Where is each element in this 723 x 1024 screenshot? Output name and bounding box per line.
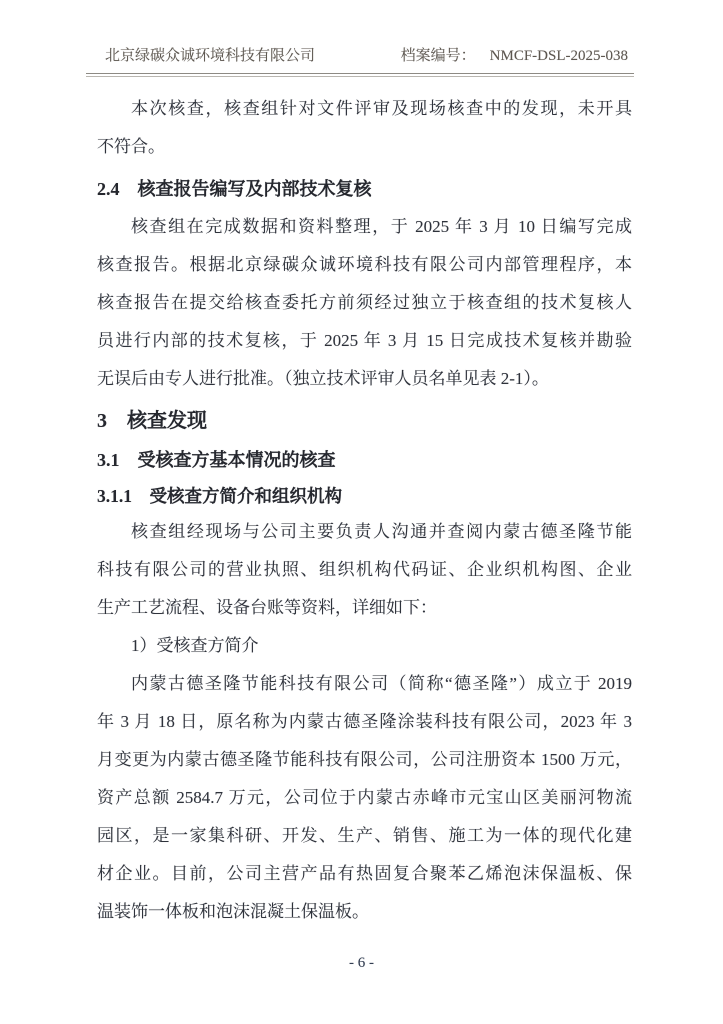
text-line: 温装饰一体板和泡沫混凝土保温板。 [97, 902, 369, 921]
text-line: 无误后由专人进行批准。（独立技术评审人员名单见表 2-1）。 [97, 369, 549, 388]
header-file-number-group [401, 46, 628, 66]
text-line: 生产工艺流程、设备台账等资料，详细如下： [97, 598, 437, 617]
header-company-name: 北京绿碳众诚环境科技有限公司 [105, 48, 316, 64]
section-heading: 2.4 核查报告编写及内部技术复核 [97, 179, 372, 199]
page-header [86, 46, 634, 66]
text-line: 核查报告。根据北京绿碳众诚环境科技有限公司内部管理程序，本 [97, 255, 632, 274]
text-line: 本次核查，核查组针对文件评审及现场核查中的发现，未开具 [131, 99, 632, 118]
text-line: 材企业。目前，公司主营产品有热固复合聚苯乙烯泡沫保温板、保 [97, 864, 632, 883]
text-line: 员进行内部的技术复核，于 2025 年 3 月 15 日完成技术复核并勘验 [97, 331, 632, 350]
text-line: 核查组经现场与公司主要负责人沟通并查阅内蒙古德圣隆节能 [131, 522, 632, 541]
text-line: 资产总额 2584.7 万元，公司位于内蒙古赤峰市元宝山区美丽河物流 [97, 788, 632, 807]
page-number: - 6 - [349, 955, 374, 971]
text-line: 内蒙古德圣隆节能科技有限公司（简称“德圣隆”）成立于 2019 [131, 674, 632, 693]
text-line: 核查组在完成数据和资料整理，于 2025 年 3 月 10 日编写完成 [131, 217, 632, 236]
text-line: 不符合。 [97, 137, 165, 156]
file-number-label: 档案编号： [400, 48, 476, 64]
paragraph [97, 208, 632, 398]
text-line: 年 3 月 18 日，原名称为内蒙古德圣隆涂装科技有限公司，2023 年 3 [97, 712, 632, 731]
text-line: 1）受核查方简介 [131, 636, 259, 655]
paragraph [97, 513, 632, 627]
section-heading: 3.1.1 受核查方简介和组织机构 [97, 486, 342, 506]
section-heading: 3 核查发现 [97, 410, 207, 432]
section-heading: 3.1 受核查方基本情况的核查 [97, 450, 336, 470]
document-body [97, 90, 632, 931]
paragraph [97, 90, 632, 166]
header-divider-rule [86, 73, 634, 77]
text-line: 核查报告在提交给核查委托方前须经过独立于核查组的技术复核人 [97, 293, 632, 312]
file-number-value: NMCF-DSL-2025-038 [489, 48, 628, 64]
paragraph [97, 627, 632, 665]
paragraph [97, 665, 632, 931]
text-line: 月变更为内蒙古德圣隆节能科技有限公司，公司注册资本 1500 万元， [97, 750, 632, 769]
text-line: 科技有限公司的营业执照、组织机构代码证、企业织机构图、企业 [97, 560, 632, 579]
text-line: 园区，是一家集科研、开发、生产、销售、施工为一体的现代化建 [97, 826, 632, 845]
page-footer [0, 955, 723, 972]
